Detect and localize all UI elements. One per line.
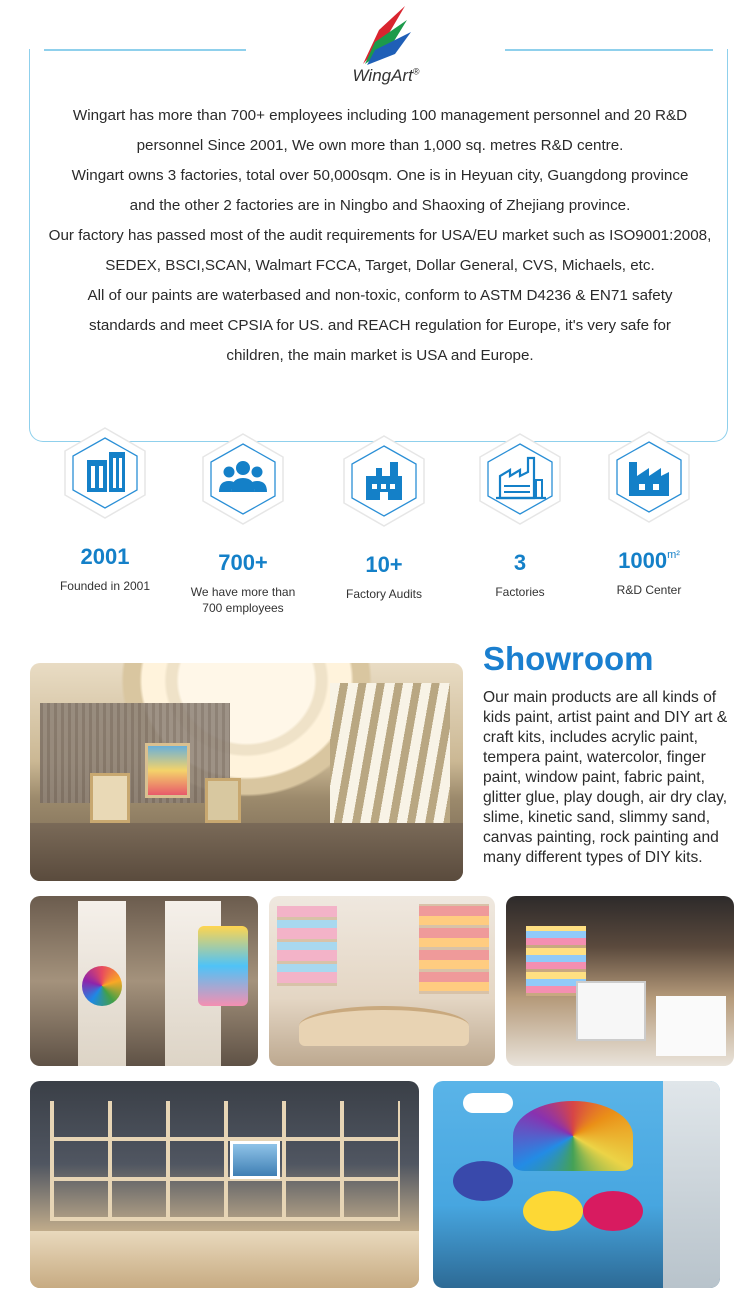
showroom-photo-display-wall: [30, 1081, 419, 1288]
hex-badge: [472, 430, 568, 528]
stat-rd-center: [584, 428, 714, 598]
stat-value: 10+: [365, 552, 403, 577]
stat-label: Founded in 2001: [59, 579, 151, 593]
stat-value: 700+: [218, 550, 268, 575]
stat-label: We have more than 700 employees: [190, 585, 296, 615]
stat-employees: [178, 430, 308, 616]
showroom-photo-shelves: [269, 896, 495, 1066]
stat-label: R&D Center: [616, 583, 682, 597]
hex-badge: [336, 432, 432, 530]
showroom-photo-main: [30, 663, 463, 881]
stat-founded: [40, 424, 170, 594]
stat-value: 2001: [80, 544, 130, 569]
intro-text: [40, 101, 720, 371]
rd-center-icon: [601, 428, 697, 526]
stat-label: Factories: [495, 585, 545, 599]
showroom-photo-hall: [506, 896, 734, 1066]
showroom-title: Showroom: [483, 640, 654, 677]
intro-paragraph: Wingart has more than 700+ employees including 100 management personnel and 20 R&D personnel Since 2001, We own more than 1,000 sq. metres R&D centre.: [72, 107, 688, 154]
building-icon: [57, 424, 153, 522]
stat-label: Factory Audits: [345, 587, 423, 601]
intro-paragraph: Wingart owns 3 factories, total over 50,000sqm. One is in Heyuan city, Guangdong province and the other 2 factories are in Ningbo and Shaoxing of Zhejiang province.: [71, 167, 689, 214]
stat-value: 3: [513, 550, 527, 575]
hex-badge: [601, 428, 697, 526]
stat-value: $1000^{m^2}$: [618, 548, 680, 573]
showroom-photo-wings: [433, 1081, 720, 1288]
showroom-description: Our main products are all kinds of kids paint, artist paint and DIY art & craft kits, includes acrylic paint, tempera paint, watercolor, finger paint, window paint, fabric paint, glitter glue, play dough, air dry clay, slime, kinetic sand, slimmy sand, canvas painting, rock painting and many different types of DIY kits.: [483, 689, 728, 866]
factory-audit-icon: [336, 432, 432, 530]
hex-badge: [57, 424, 153, 522]
factories-icon: [472, 430, 568, 528]
showroom-photo-pillars: [30, 896, 258, 1066]
stat-audits: [319, 432, 449, 602]
hex-badge: [195, 430, 291, 528]
team-icon: [195, 430, 291, 528]
logo-text: WingArt®: [352, 66, 420, 85]
intro-paragraph: All of our paints are waterbased and non-toxic, conform to ASTM D4236 & EN71 safety standards and meet CPSIA for US. and REACH regulation for Europe, it's very safe for children, the main market is USA and Europe.: [87, 287, 673, 364]
wing-logo-icon: [335, 2, 425, 66]
intro-paragraph: Our factory has passed most of the audit requirements for USA/EU market such as ISO9001:2008, SEDEX, BSCI,SCAN, Walmart FCCA, Target, Dollar General, CVS, Michaels, etc.: [48, 227, 712, 274]
stat-factories: [455, 430, 585, 600]
wingart-logo: [320, 2, 440, 94]
